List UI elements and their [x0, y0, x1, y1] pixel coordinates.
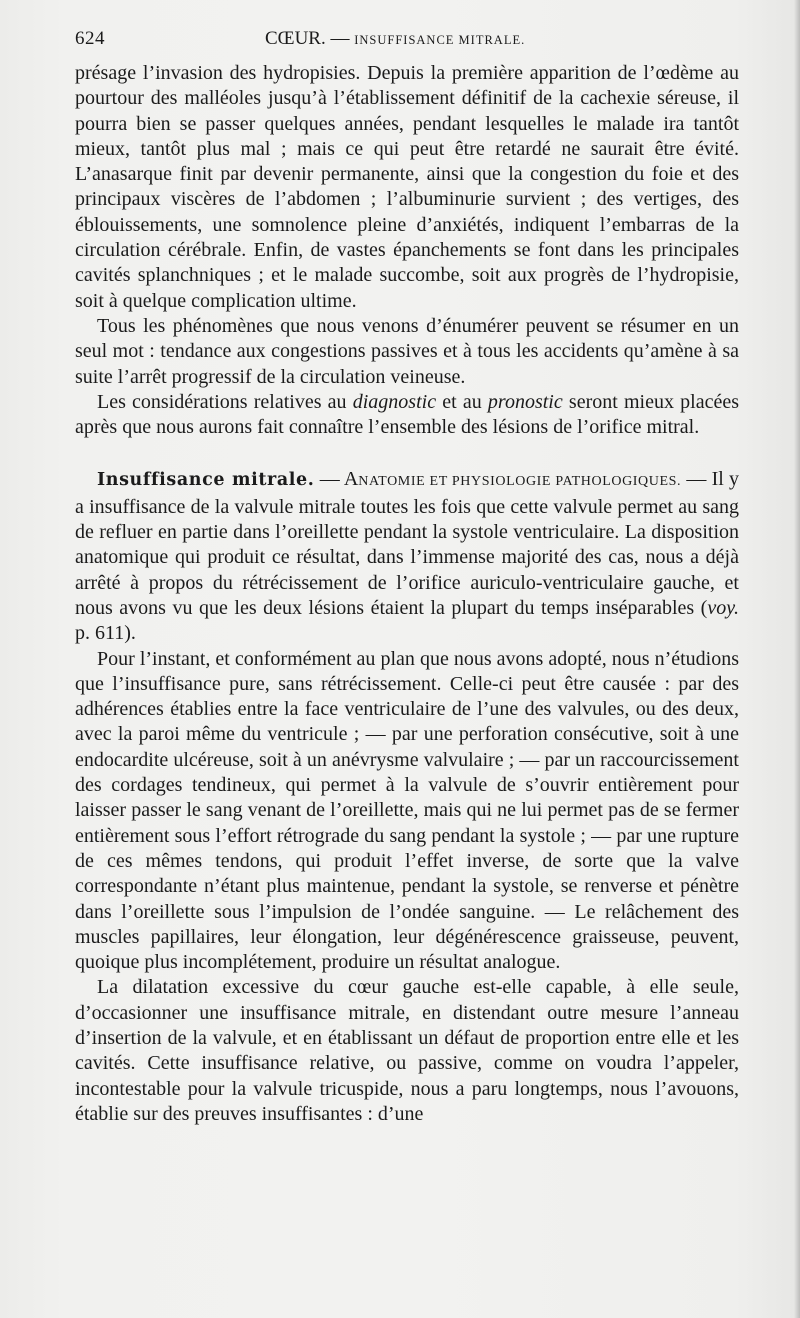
running-head-chapter: CŒUR.	[265, 28, 326, 49]
running-head-dash: —	[330, 28, 350, 49]
body-text	[75, 61, 739, 1127]
paragraph-text: seront mieux placées après que nous aurons fait connaître l’ensemble des lésions de l’orifice mitral.	[75, 390, 739, 439]
paragraph-dilatation: La dilatation excessive du cœur gauche est-elle capable, à elle seule, d’occasionner une insuffisance mitrale, en distendant outre mesure l’anneau d’insertion de la valvule, et en établissant un défaut de proportion entre elle et les cavités. Cette insuffisance relative, ou passive, comme on voudra l’appeler, incontestable pour la valvule tricuspide, nous a paru longtemps, nous l’avouons, établie sur des preuves insuffisantes : d’une	[75, 976, 739, 1125]
section-dash: —	[314, 468, 344, 491]
running-head	[265, 28, 525, 50]
page-header	[75, 28, 739, 54]
reference-voy: voy.	[707, 596, 739, 619]
page-gutter-shadow	[794, 0, 800, 1318]
section-insuffisance-mitrale	[75, 467, 739, 646]
paragraph-text: et au	[436, 390, 488, 413]
paragraph-text: Les considérations relatives au	[97, 390, 353, 413]
paragraph-diagnostic	[75, 390, 739, 441]
paragraph-text: p. 611).	[75, 622, 136, 645]
subsection-title: NATOMIE ET PHYSIOLOGIE PATHOLOGIQUES.	[358, 474, 682, 490]
paragraph-continued: présage l’invasion des hydropisies. Depuis la première apparition de l’œdème au pourtour des malléoles jusqu’à l’établissement définitif de la cachexie séreuse, il pourra bien se passer quelques années, pendant lesquelles le malade ira tantôt mieux, tantôt plus mal ; mais ce qui peut être retardé ne saurait être évité. L’anasarque finit par devenir permanente, ainsi que la congestion du foie et des principaux viscères de l’abdomen ; l’albuminurie survient ; des vertiges, des éblouissements, une somnolence pleine d’anxiétés, indiquent l’embarras de la circulation cérébrale. Enfin, de vastes épanchements se font dans les principales cavités splanchniques ; et le malade succombe, soit aux progrès de l’hydropisie, soit à quelque complication ultime.	[75, 62, 739, 312]
page-number: 624	[75, 28, 105, 49]
running-head-section: INSUFFISANCE MITRALE.	[354, 33, 526, 47]
paragraph-causes: Pour l’instant, et conformément au plan que nous avons adopté, nous n’étudions que l’insuffisance pure, sans rétrécissement. Celle-ci peut être causée : par des adhérences établies entre la face ventriculaire de l’une des valvules, ou des deux, avec la paroi même du ventricule ; — par une perforation consécutive, soit à une endocardite ulcéreuse, soit à un anévrysme valvulaire ; — par un raccourcissement des cordages tendineux, qui permet à la valvule de s’ouvrir entièrement pour laisser passer le sang venant de l’oreillette, mais qui ne lui permet pas de se fermer entièrement sous l’effort rétrograde du sang pendant la systole ; — par une rupture de ces mêmes tendons, qui produit l’effet inverse, de sorte que la valve correspondante n’étant plus maintenue, pendant la systole, se renverse et pénètre dans l’oreillette sous l’impulsion de l’ondée sanguine. — Le relâchement des muscles papillaires, leur élongation, leur dégénérescence graisseuse, peuvent, quoique plus incomplétement, produire un résultat analogue.	[75, 647, 739, 974]
section-title: Insuffisance mitrale.	[97, 470, 315, 491]
term-diagnostic: diagnostic	[352, 390, 437, 413]
paragraph-text: — Il y a insuffisance de la valvule mitrale toutes les fois que cette valvule permet au sang de refluer en partie dans l’oreillette pendant la systole ventriculaire. La disposition anatomique qui produit ce résultat, dans l’immense majorité des cas, nous a déjà arrêté à propos du rétrécissement de l’orifice auriculo-ventriculaire gauche, et nous avons vu que les deux lésions étaient la plupart du temps inséparables (	[75, 468, 739, 619]
subsection-initial: A	[343, 468, 359, 491]
term-pronostic: pronostic	[487, 390, 563, 413]
paragraph-summary: Tous les phénomènes que nous venons d’énumérer peuvent se résumer en un seul mot : tendance aux congestions passives et à tous les accidents qu’amène à sa suite l’arrêt progressif de la circulation veineuse.	[75, 314, 739, 388]
